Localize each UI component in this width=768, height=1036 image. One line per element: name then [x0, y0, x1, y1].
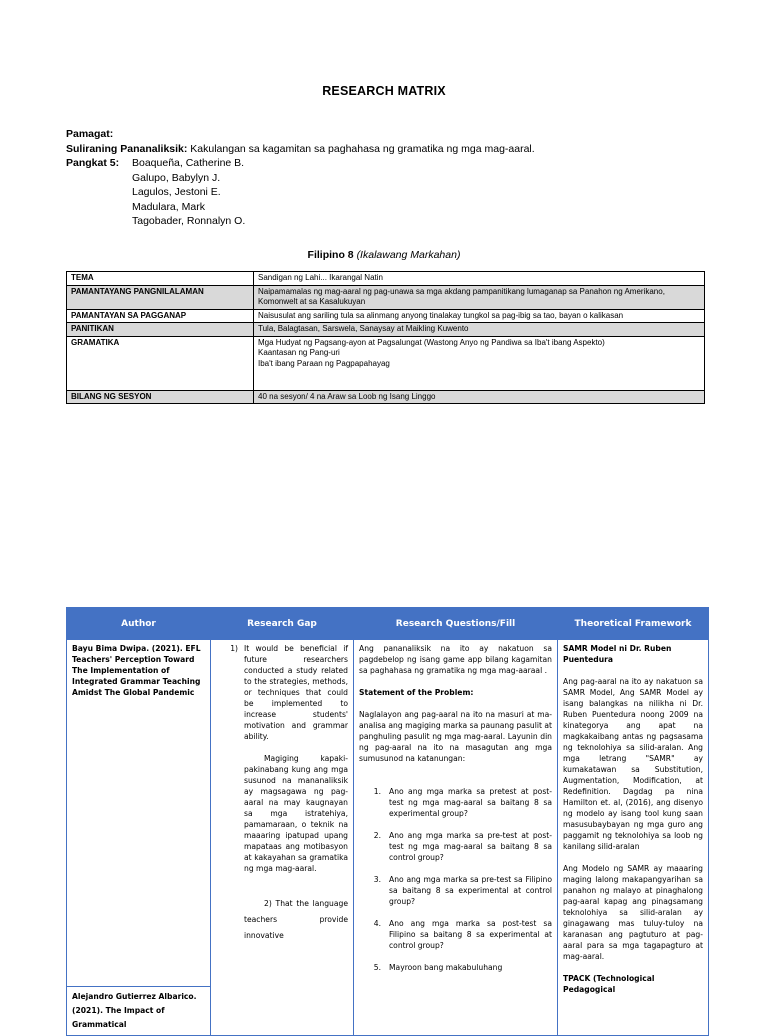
tema-table	[66, 271, 705, 404]
table-row	[67, 640, 709, 987]
pangkat-label: Pangkat 5:	[66, 157, 120, 169]
rq-body: Naglalayon ang pag-aaral na ito na masuri at ma-analisa ang magiging marka sa paunang pasulit at panghuling pasulit ng mga mag-aaral. Layunin din ng pag-aaral na ito na masagutan ang mga sumusunod na katanungan:	[359, 710, 552, 763]
table-row	[67, 390, 705, 404]
framework-heading: TPACK (Technological Pedagogical	[563, 974, 655, 994]
question-text: Ano ang mga marka sa pre-test at post-test ng mga mag-aaral sa baitang 8 sa control group?	[389, 831, 552, 862]
question-list	[359, 786, 552, 973]
question-text: Ano ang mga marka sa pretest at post-test ng mga mag-aaral sa baitang 8 sa experimental group?	[389, 787, 552, 818]
document-title: RESEARCH MATRIX	[322, 84, 446, 98]
question-text: Ano ang mga marka sa post-test sa Filipino sa baitang 8 sa experimental at control group?	[389, 919, 552, 950]
gap-text: It would be beneficial if future researchers conducted a study related to the strategies, methods, or techniques that could be implemented to increase students' motivation and grammar ability.	[244, 644, 348, 741]
question-number: 2.	[373, 831, 381, 840]
question-number: 3.	[373, 875, 381, 884]
row-value: 40 na sesyon/ 4 na Araw sa Loob ng Isang Linggo	[254, 390, 705, 404]
framework-paragraph: Ang Modelo ng SAMR ay maaaring maging lalong makapangyarihan sa panahon ng malayo at pinaghalong pag-aaral kapag ang pinagsamang teknolohiya sa silid-aralan ay ginagawang mas tuluy-tuloy na karanasan ang pagtuturo at pag-aaral para sa mga tagapagturo at mag-aaral.	[563, 864, 703, 961]
gap-number: 1)	[230, 644, 238, 653]
column-header-research-questions: Research Questions/Fill	[354, 608, 558, 640]
subject-quarter: (Ikalawang Markahan)	[356, 249, 461, 261]
question-text: Mayroon bang makabuluhang	[389, 963, 503, 972]
column-header-theoretical-framework: Theoretical Framework	[558, 608, 709, 640]
author-cell	[67, 987, 211, 1036]
list-item	[359, 874, 552, 907]
suliranin-value: Kakulangan sa kagamitan sa paghahasa ng gramatika ng mga mag-aaral.	[190, 142, 535, 155]
row-value: Naipamamalas ng mag-aaral ng pag-unawa sa mga akdang pampanitikang lumaganap sa Panahon ng Amerikano, Komonwelt at sa Kasalukuyan	[254, 285, 705, 309]
framework-heading: SAMR Model ni Dr. Ruben Puentedura	[563, 644, 672, 664]
subject-heading	[0, 249, 768, 261]
column-header-research-gap: Research Gap	[211, 608, 354, 640]
gap-item	[216, 643, 348, 742]
member-name: Madulara, Mark	[132, 200, 205, 213]
gap-filipino: Magiging kapaki-pakinabang kung ang mga susunod na mananaliksik ay magsagawa ng pag-aaral na may kaugnayan sa mga istratehiya, pamamaraan, o teknik na maaaring ipatupad upang mapataas ang motibasyon at kakayahan sa gramatika ng mga mag-aaral.	[244, 754, 348, 873]
column-header-author: Author	[67, 608, 211, 640]
row-label: TEMA	[67, 272, 254, 286]
table-row	[67, 309, 705, 323]
row-value: Naisusulat ang sariling tula sa alinmang anyong tinalakay tungkol sa pag-ibig sa tao, bayan o kalikasan	[254, 309, 705, 323]
list-item	[359, 786, 552, 819]
research-gap-cell	[211, 640, 354, 1036]
row-value: Sandigan ng Lahi... Ikarangal Natin	[254, 272, 705, 286]
author-cell	[67, 640, 211, 987]
question-text: Ano ang mga marka sa pre-test sa Filipino sa baitang 8 sa experimental at control group?	[389, 875, 552, 906]
table-row	[67, 323, 705, 337]
member-name: Lagulos, Jestoni E.	[132, 186, 221, 198]
member-name: Boaqueña, Catherine B.	[132, 157, 245, 169]
rq-statement-heading: Statement of the Problem:	[359, 688, 474, 697]
row-label: BILANG NG SESYON	[67, 390, 254, 404]
list-item	[359, 830, 552, 863]
rq-intro: Ang pananaliksik na ito ay nakatuon sa pagdebelop ng isang game app bilang kagamitan sa paghahasa ng gramatika ng mga mag-aaraal .	[359, 644, 552, 675]
list-item	[359, 918, 552, 951]
gap-item-2: 2) That the language teachers provide innovative	[244, 899, 348, 940]
row-label: PANITIKAN	[67, 323, 254, 337]
framework-paragraph: Ang pag-aaral na ito ay nakatuon sa SAMR Model, Ang SAMR Model ay isang balangkas na nilikha ni Dr. Ruben Puentedura noong 2009 na kinategorya ang apat na magkakaibang antas ng pagsasama ng teknolohiya sa silid-aralan. Ang mga letrang "SAMR" ay kumakatawan sa Substitution, Augmentation, Modification, at Redefinition. Dagdag pa nina Hamilton et. al, (2016), ang disenyo ng modelo ay isang tool kung saan masusubaybayan ng mga guro ang paggamit ng teknolohiya sa loob ng kanilang silid-aralan	[563, 677, 703, 851]
row-label: PAMANTAYAN SA PAGGANAP	[67, 309, 254, 323]
header-row	[67, 608, 709, 640]
question-number: 5.	[373, 963, 381, 972]
author-citation: Alejandro Gutierrez Albarico. (2021). The Impact of Grammatical	[72, 992, 197, 1029]
pamagat-label: Pamagat:	[66, 128, 114, 140]
suliranin-label: Suliraning Pananaliksik:	[66, 142, 188, 155]
question-number: 1.	[373, 787, 381, 796]
subject-title: Filipino 8	[307, 249, 354, 261]
row-value: Tula, Balagtasan, Sarswela, Sanaysay at Maikling Kuwento	[254, 323, 705, 337]
author-citation: Bayu Bima Dwipa. (2021). EFL Teachers' Perception Toward The Implementation of Integrated Grammar Teaching Amidst The Global Pandemic	[72, 644, 201, 697]
question-number: 4.	[373, 919, 381, 928]
row-label: GRAMATIKA	[67, 336, 254, 390]
theoretical-framework-cell	[558, 640, 709, 1036]
member-name: Galupo, Babylyn J.	[132, 171, 221, 184]
table-row	[67, 272, 705, 286]
research-questions-cell	[354, 640, 558, 1036]
member-name: Tagobader, Ronnalyn O.	[132, 215, 246, 227]
list-item	[359, 962, 552, 973]
member-list	[132, 156, 245, 229]
table-row	[67, 336, 705, 390]
row-label: PAMANTAYANG PANGNILALAMAN	[67, 285, 254, 309]
table-row	[67, 285, 705, 309]
research-matrix-table	[66, 607, 709, 1036]
row-value: Mga Hudyat ng Pagsang-ayon at Pagsalungat (Wastong Anyo ng Pandiwa sa Iba't ibang Aspekto) Kaantasan ng Pang-uri Iba't ibang Paraan ng Pagpapahayag	[254, 336, 705, 390]
